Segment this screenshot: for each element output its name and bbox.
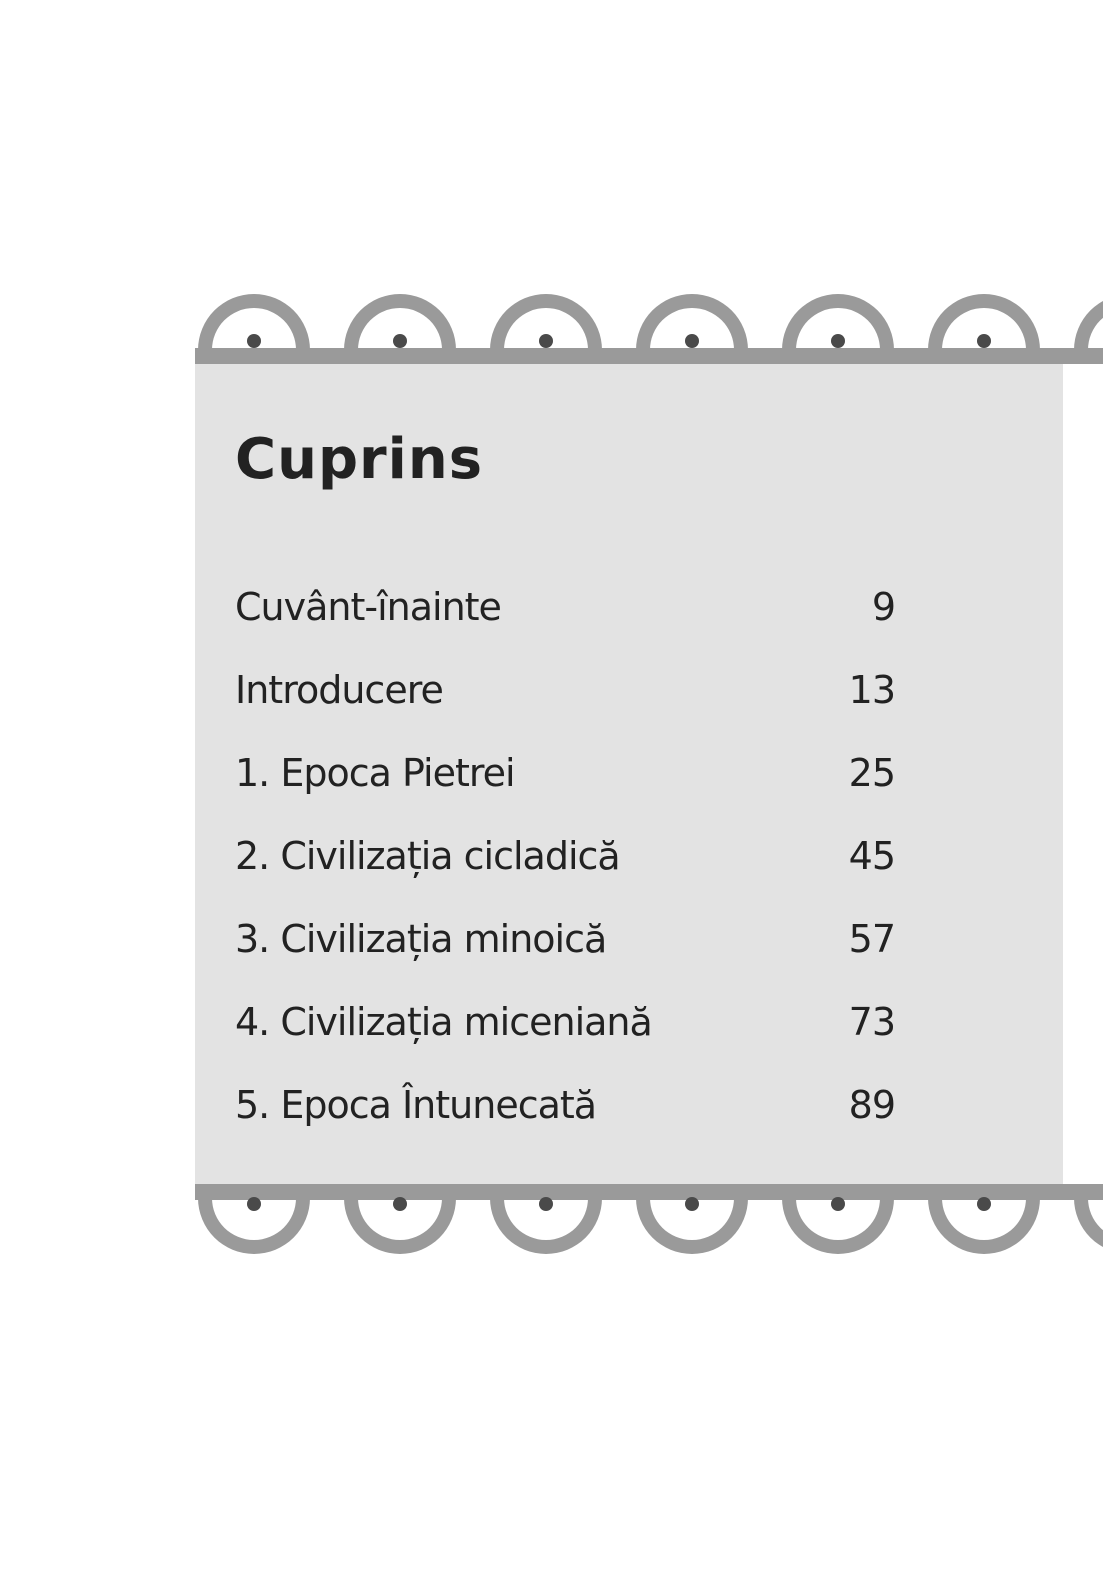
scallop-dot <box>831 334 845 348</box>
toc-entry-page: 89 <box>848 1082 895 1127</box>
top-scallop-border <box>198 294 1103 350</box>
scallop-dot <box>247 1197 261 1211</box>
toc-entry-label: 4. Civilizația miceniană <box>235 999 652 1044</box>
toc-entry <box>235 648 895 731</box>
scallop-ring <box>1074 294 1103 350</box>
table-of-contents <box>235 565 895 1146</box>
toc-entry-label: 3. Civilizația minoică <box>235 916 607 961</box>
scallop-dot <box>977 1197 991 1211</box>
toc-entry <box>235 565 895 648</box>
toc-entry-page: 57 <box>848 916 895 961</box>
scallop-dot <box>831 1197 845 1211</box>
toc-entry-label: 2. Civilizația cicladică <box>235 833 620 878</box>
scallop-dot <box>685 1197 699 1211</box>
scallop-dot <box>685 334 699 348</box>
toc-entry-page: 13 <box>848 667 895 712</box>
scallop-dot <box>977 334 991 348</box>
toc-entry-label: 1. Epoca Pietrei <box>235 750 515 795</box>
scallop-dot <box>539 1197 553 1211</box>
toc-entry-label: 5. Epoca Întunecată <box>235 1082 597 1127</box>
scallop-dot <box>393 1197 407 1211</box>
toc-entry <box>235 731 895 814</box>
toc-entry-page: 45 <box>848 833 895 878</box>
top-border-bar <box>195 348 1103 364</box>
page-title: Cuprins <box>235 427 484 492</box>
toc-entry-label: Cuvânt-înainte <box>235 584 501 629</box>
scallop-ring <box>1074 1198 1103 1254</box>
toc-entry-page: 9 <box>871 584 895 629</box>
toc-entry <box>235 814 895 897</box>
toc-entry-page: 73 <box>848 999 895 1044</box>
bottom-border-bar <box>195 1184 1103 1200</box>
scallop-dot <box>539 334 553 348</box>
bottom-scallop-border <box>198 1197 1103 1254</box>
scallop-dot <box>393 334 407 348</box>
toc-entry <box>235 897 895 980</box>
toc-entry-label: Introducere <box>235 667 443 712</box>
toc-entry <box>235 980 895 1063</box>
toc-entry-page: 25 <box>848 750 895 795</box>
scallop-dot <box>247 334 261 348</box>
toc-entry <box>235 1063 895 1146</box>
